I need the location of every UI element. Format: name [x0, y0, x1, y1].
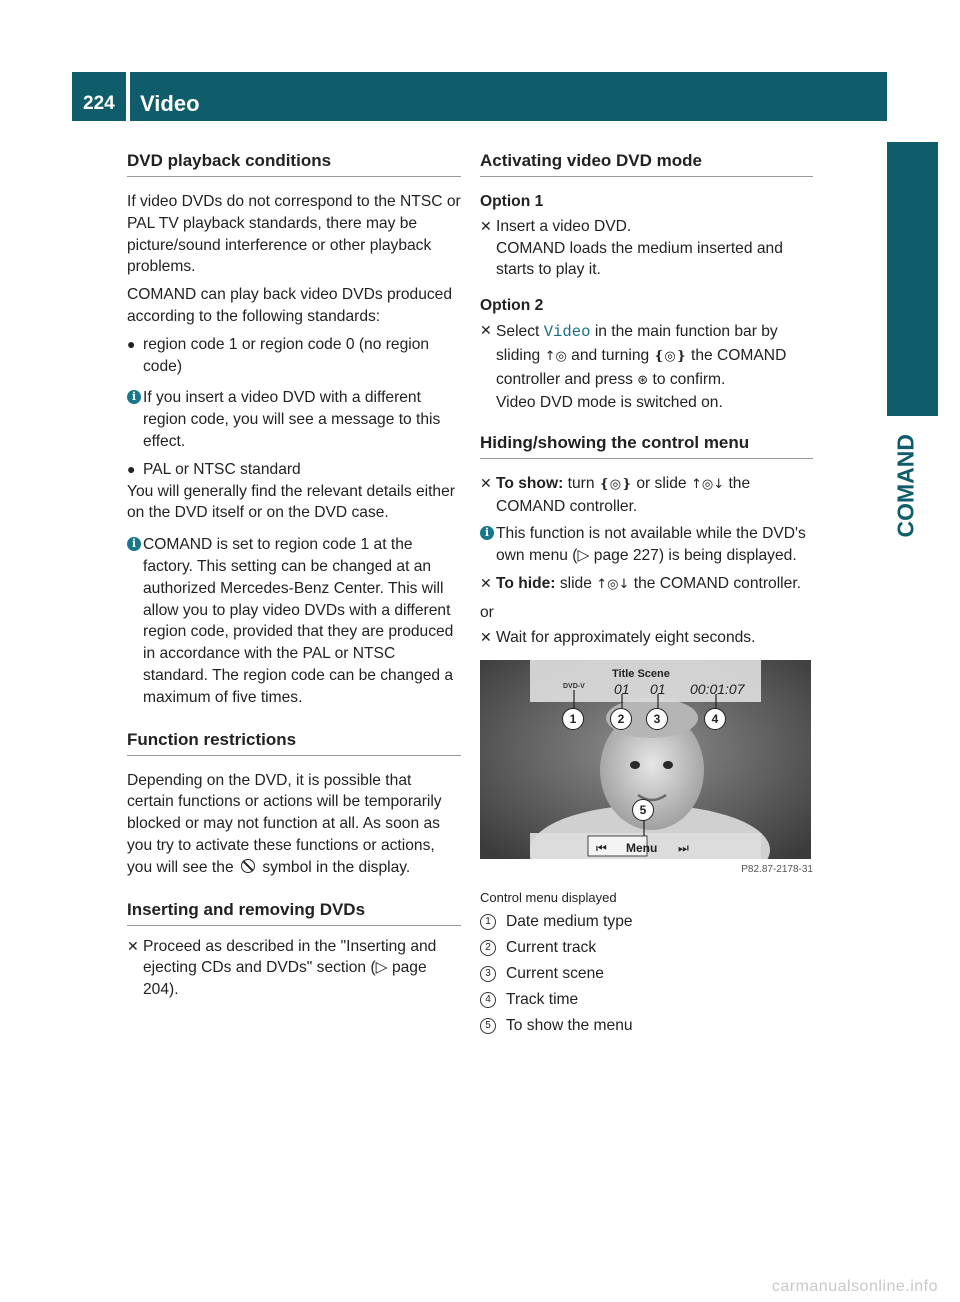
legend-item: [480, 937, 813, 959]
step-arrow-icon: ✕: [480, 628, 492, 645]
text: Select: [496, 322, 540, 340]
slide-controller-icon: ↑◎: [544, 348, 567, 364]
bullet-icon: ●: [127, 335, 136, 352]
step-text: Proceed as described in the "Inserting and ejecting CDs and DVDs" section: [143, 937, 437, 977]
legend-text: Date medium type: [506, 913, 633, 931]
section-heading-hiding: Hiding/showing the control menu: [480, 432, 813, 459]
legend-item: [480, 1015, 813, 1037]
legend-number: 1: [480, 914, 496, 930]
page-header: [72, 72, 887, 121]
bullet-text: PAL or NTSC standard: [143, 460, 301, 478]
paragraph: If video DVDs do not correspond to the NTSC or PAL TV playback standards, there may be picture/sound interference or other playback problems.: [127, 193, 461, 276]
turn-controller-icon: ❴◎❵: [653, 348, 687, 364]
video-frame: [480, 660, 811, 859]
legend-number: 4: [480, 992, 496, 1008]
text: the COMAND controller.: [496, 474, 751, 515]
callout-4: 4: [704, 708, 726, 730]
paragraph: You will generally find the relevant details either on the DVD itself or on the DVD case.: [127, 482, 455, 522]
step-arrow-icon: ✕: [480, 217, 492, 234]
list-item: [127, 459, 461, 481]
page-title: Video: [140, 91, 200, 116]
current-track-value: 01: [614, 681, 630, 698]
legend-number: 3: [480, 966, 496, 982]
step-item: [480, 573, 813, 596]
info-text: If you insert a video DVD with a different region code, you will see a message to this effect.: [143, 389, 441, 450]
step-label: To hide:: [496, 574, 556, 592]
info-icon: i: [127, 390, 141, 404]
info-note: [127, 534, 461, 708]
header-divider: [126, 72, 130, 121]
step-item: [480, 320, 813, 414]
turn-controller-icon: ❴◎❵: [598, 476, 632, 492]
text: in the main function bar by sliding: [496, 322, 778, 364]
legend-item: [480, 989, 813, 1011]
legend-list: [480, 911, 813, 1036]
legend-number: 5: [480, 1018, 496, 1034]
info-icon: i: [127, 537, 141, 551]
legend-item: [480, 963, 813, 985]
step-text: Wait for approximately eight seconds.: [496, 628, 756, 646]
slide-controller-icon: ↑◎↓: [596, 576, 630, 592]
paragraph: COMAND can play back video DVDs produced according to the following standards:: [127, 286, 453, 325]
paragraph: or: [480, 603, 494, 621]
section-heading-activating: Activating video DVD mode: [480, 150, 813, 177]
right-column: [480, 150, 813, 1036]
section-heading-function-restrictions: Function restrictions: [127, 729, 461, 756]
text: the COMAND controller and press: [496, 346, 787, 388]
step-text: Insert a video DVD.: [496, 217, 632, 235]
list-item: [127, 334, 461, 378]
current-scene-value: 01: [650, 681, 666, 698]
text: or slide: [636, 474, 687, 492]
step-label: To show:: [496, 474, 564, 492]
section-heading-dvd-playback: DVD playback conditions: [127, 150, 461, 177]
slide-controller-icon: ↑◎↓: [690, 476, 725, 492]
legend-text: Current track: [506, 939, 597, 957]
callout-1: 1: [562, 708, 584, 730]
bullet-text: region code 1 or region code 0 (no region code): [143, 335, 430, 375]
callout-3: 3: [646, 708, 668, 730]
legend-text: Track time: [506, 990, 579, 1008]
step-item: [480, 627, 813, 649]
step-text: [496, 320, 813, 392]
prohibited-icon: [241, 859, 255, 873]
callout-5: 5: [632, 799, 654, 821]
step-item: [480, 216, 813, 281]
option-label: Option 2: [480, 297, 544, 315]
side-tab-label: COMAND: [892, 434, 919, 538]
skip-forward-icon[interactable]: ⏭: [678, 841, 689, 856]
legend-number: 2: [480, 940, 496, 956]
text: to confirm.: [652, 370, 726, 388]
press-controller-icon: ⊛: [637, 372, 649, 388]
page-reference: (▷ page 204).: [143, 959, 427, 999]
legend-text: To show the menu: [506, 1016, 633, 1034]
legend-item: [480, 911, 813, 933]
step-arrow-icon: ✕: [480, 321, 492, 338]
side-tab: [876, 434, 936, 538]
info-text: COMAND is set to region code 1 at the factory. This setting can be changed at an authorized Mercedes-Benz Center. This will allow you to play video DVDs with a different region code, provided that they are produced in accordance with the PAL or NTSC standard. The region code can be changed a maximum of five times.: [143, 536, 454, 706]
info-note: [127, 387, 461, 452]
side-tab-bar: [887, 142, 938, 416]
text: and turning: [571, 346, 650, 364]
left-column: [127, 150, 461, 1001]
bullet-icon: ●: [127, 460, 136, 477]
legend-text: Current scene: [506, 964, 604, 982]
figure-caption: Control menu displayed: [480, 890, 617, 906]
option-label: Option 1: [480, 193, 544, 210]
paragraph: [127, 770, 461, 879]
step-arrow-icon: ✕: [480, 574, 492, 591]
figure-code: P82.87-2178-31: [741, 864, 813, 876]
step-item: [480, 473, 813, 518]
title-scene-label: Title Scene: [612, 668, 670, 681]
page-number: 224: [83, 93, 115, 114]
menu-item-video: Video: [543, 322, 591, 341]
step-result: COMAND loads the medium inserted and starts to play it.: [496, 239, 783, 279]
info-note: [480, 523, 813, 567]
callout-2: 2: [610, 708, 632, 730]
skip-back-icon[interactable]: ⏮: [596, 841, 607, 856]
paragraph-text: symbol in the display.: [262, 858, 411, 876]
section-heading-inserting: Inserting and removing DVDs: [127, 899, 461, 926]
step-arrow-icon: ✕: [480, 474, 492, 491]
step-result: Video DVD mode is switched on.: [496, 393, 723, 411]
step-item: [127, 936, 461, 1001]
footer-watermark: carmanualsonline.info: [771, 1278, 938, 1295]
video-screenshot-figure: [480, 660, 811, 859]
step-arrow-icon: ✕: [127, 937, 139, 954]
info-text: This function is not available while the DVD's own menu (▷ page 227) is being displayed.: [496, 525, 806, 565]
text: turn: [567, 474, 595, 492]
info-icon: i: [480, 526, 494, 540]
text: slide: [559, 574, 592, 592]
dvd-medium-label: DVD-V: [563, 683, 585, 691]
text: the COMAND controller.: [633, 574, 801, 592]
paragraph-text: Depending on the DVD, it is possible that certain functions or actions will be temporarily blocked or may not function at all. As soon as you try to activate these functions or actions, you will see the: [127, 771, 442, 876]
menu-button[interactable]: Menu: [626, 841, 658, 856]
track-time-value: 00:01:07: [690, 681, 745, 698]
